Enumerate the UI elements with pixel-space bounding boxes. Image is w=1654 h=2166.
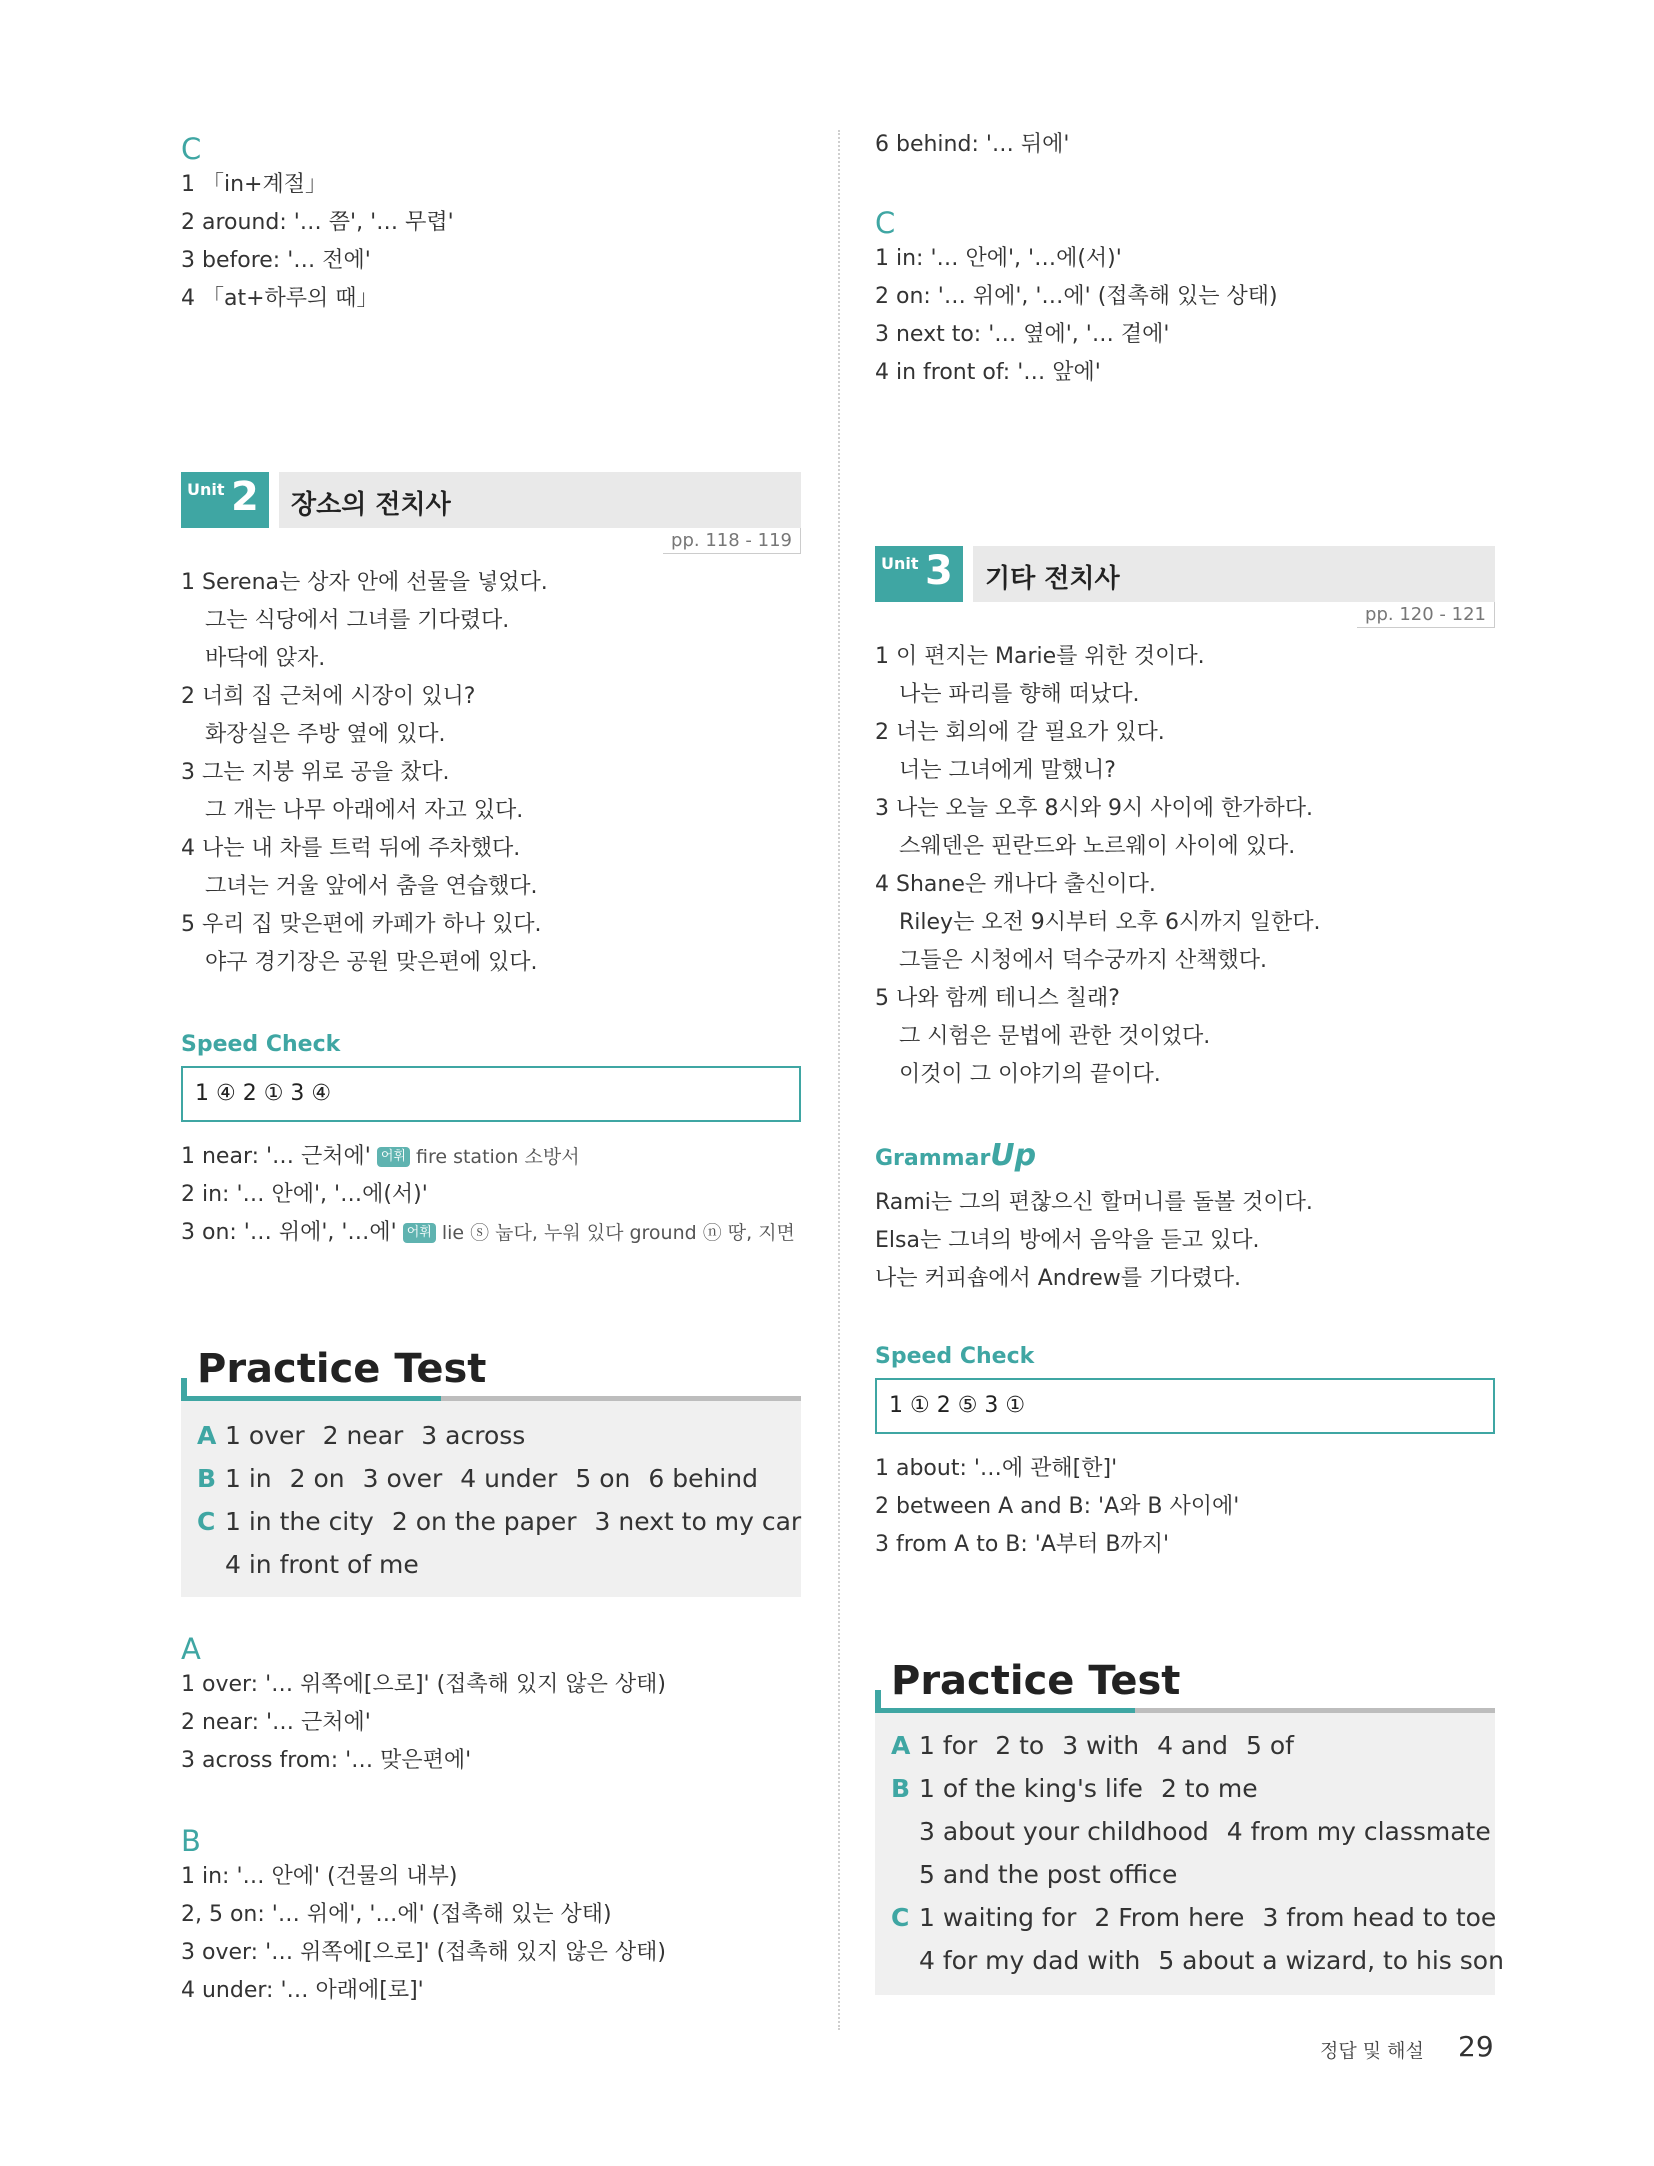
unit-label: Unit: [881, 554, 919, 573]
answer-line: 3 before: '… 전에': [181, 248, 371, 273]
footer-label: 정답 및 해설: [1320, 2040, 1424, 2062]
row-letter: A: [891, 1731, 911, 1760]
answer-item: 1 for: [919, 1731, 978, 1760]
explanation-line: 3 across from: '… 맞은편에': [181, 1748, 472, 1773]
practice-test-box: [181, 1401, 801, 1597]
speed-check-label: Speed Check: [875, 1344, 1035, 1369]
explanation-line: 4 in front of: '… 앞에': [875, 360, 1101, 385]
explanation-line: 1 over: '… 위쪽에[으로]' (접촉해 있지 않은 상태): [181, 1672, 666, 1697]
page-range: pp. 120 - 121: [1357, 602, 1495, 628]
unit-title: 기타 전치사: [985, 564, 1120, 594]
explanation-line: 1 in: '… 안에', '…에(서)': [875, 246, 1122, 271]
answer-row: [891, 1903, 1514, 1932]
practice-test-title: Practice Test: [891, 1658, 1181, 1704]
explanation-line: 3 next to: '… 옆에', '… 곁에': [875, 322, 1170, 347]
practice-test-box: [875, 1713, 1504, 1995]
explanation-line: 3 over: '… 위쪽에[으로]' (접촉해 있지 않은 상태): [181, 1940, 666, 1965]
translation-line: 그 시험은 문법에 관한 것이었다.: [899, 1024, 1211, 1049]
answer-row: [197, 1550, 437, 1579]
answer-item: 3 from head to toe: [1262, 1903, 1497, 1932]
translation-line: 4 Shane은 캐나다 출신이다.: [875, 872, 1156, 897]
translation-line: 스웨덴은 핀란드와 노르웨이 사이에 있다.: [899, 834, 1296, 859]
speed-check-label: Speed Check: [181, 1032, 341, 1057]
badge-notch: [269, 472, 279, 528]
note-text: 3 on: '… 위에', '…에': [181, 1220, 397, 1245]
answer-item: 2 near: [322, 1421, 404, 1450]
translation-line: 3 나는 오늘 오후 8시와 9시 사이에 한가하다.: [875, 796, 1313, 821]
answer-item: 4 for my dad with: [919, 1946, 1141, 1975]
page-number: 29: [1458, 2030, 1494, 2063]
answer-item: 5 and the post office: [919, 1860, 1178, 1889]
answer-row: [891, 1817, 1509, 1846]
badge-notch: [963, 546, 973, 602]
answer-item: 3 with: [1062, 1731, 1140, 1760]
explanation-line: 1 in: '… 안에' (건물의 내부): [181, 1864, 458, 1889]
answer-line: 1 「in+계절」: [181, 172, 327, 197]
translation-line: 1 Serena는 상자 안에 선물을 넣었다.: [181, 570, 548, 595]
answer-item: 5 on: [575, 1464, 631, 1493]
unit-badge: [875, 546, 963, 602]
column-divider: [838, 130, 840, 2030]
row-letter: A: [197, 1421, 217, 1450]
answer-item: 3 across: [421, 1421, 526, 1450]
answer-row: [197, 1421, 543, 1450]
vocab-note: lie ⓢ 눕다, 누워 있다 ground ⓝ 땅, 지면: [441, 1222, 795, 1244]
answer-item: 3 over: [362, 1464, 443, 1493]
translation-line: 2 너희 집 근처에 시장이 있니?: [181, 684, 476, 709]
vocab-note: fire station 소방서: [415, 1146, 580, 1168]
answer-item: 4 under: [460, 1464, 558, 1493]
row-letter: B: [891, 1774, 911, 1803]
answer-item: 2 to: [995, 1731, 1045, 1760]
unit-number: 2: [231, 474, 259, 520]
page-range: pp. 118 - 119: [663, 528, 801, 554]
unit-label: Unit: [187, 480, 225, 499]
practice-test-title: Practice Test: [197, 1346, 487, 1392]
note-line: [181, 1142, 580, 1172]
answer-row: [197, 1507, 819, 1536]
explanation-line: 6 behind: '… 뒤에': [875, 132, 1070, 157]
translation-line: 그녀는 거울 앞에서 춤을 연습했다.: [205, 874, 538, 899]
answer-line: 4 「at+하루의 때」: [181, 286, 379, 311]
translation-line: 4 나는 내 차를 트럭 뒤에 주차했다.: [181, 836, 521, 861]
row-letter: B: [197, 1464, 217, 1493]
answer-item: 2 on: [289, 1464, 345, 1493]
grammar-up-text: Grammar: [875, 1146, 991, 1171]
answer-item: 4 and: [1157, 1731, 1228, 1760]
unit-2-header: [181, 472, 801, 528]
section-heading-c: C: [181, 132, 202, 166]
explanation-line: 2 near: '… 근처에': [181, 1710, 371, 1735]
grammar-up-accent: Up: [990, 1138, 1037, 1173]
answer-row: [197, 1464, 776, 1493]
note-line: [181, 1218, 795, 1248]
translation-line: Riley는 오전 9시부터 오후 6시까지 일한다.: [899, 910, 1321, 935]
section-heading-a: A: [181, 1632, 201, 1666]
unit-title: 장소의 전치사: [291, 490, 451, 520]
answer-row: [891, 1731, 1312, 1760]
translation-line: 야구 경기장은 공원 맞은편에 있다.: [205, 950, 538, 975]
translation-line: 바닥에 앉자.: [205, 646, 326, 671]
answer-item: 1 in: [225, 1464, 272, 1493]
translation-line: 3 그는 지붕 위로 공을 찼다.: [181, 760, 450, 785]
explanation-line: 2, 5 on: '… 위에', '…에' (접촉해 있는 상태): [181, 1902, 612, 1927]
translation-line: 1 이 편지는 Marie를 위한 것이다.: [875, 644, 1205, 669]
answer-item: 4 in front of me: [225, 1550, 419, 1579]
speed-check-box: 1 ④ 2 ① 3 ④: [181, 1066, 801, 1122]
answer-item: 5 of: [1245, 1731, 1294, 1760]
note-line: [181, 1180, 428, 1210]
translation-line: 그들은 시청에서 덕수궁까지 산책했다.: [899, 948, 1268, 973]
row-letter: C: [891, 1903, 910, 1932]
answer-item: 1 over: [225, 1421, 305, 1450]
answer-row: [891, 1860, 1195, 1889]
answer-row: [891, 1946, 1522, 1975]
note-text: 1 near: '… 근처에': [181, 1144, 371, 1169]
grammar-up-label: [875, 1138, 1036, 1173]
translation-line: 화장실은 주방 옆에 있다.: [205, 722, 446, 747]
answer-item: 4 from my classmate: [1226, 1817, 1491, 1846]
answer-item: 1 in the city: [225, 1507, 374, 1536]
translation-line: 이것이 그 이야기의 끝이다.: [899, 1062, 1161, 1087]
answer-item: 1 of the king's life: [919, 1774, 1143, 1803]
translation-line: 나는 파리를 향해 떠났다.: [899, 682, 1140, 707]
translation-line: 그는 식당에서 그녀를 기다렸다.: [205, 608, 510, 633]
grammar-up-line: Rami는 그의 편찮으신 할머니를 돌볼 것이다.: [875, 1190, 1313, 1215]
note-line: 1 about: '…에 관해[한]': [875, 1456, 1118, 1481]
vocab-tag: 어휘: [377, 1147, 410, 1167]
note-line: 3 from A to B: 'A부터 B까지': [875, 1532, 1170, 1557]
answer-item: 2 to me: [1160, 1774, 1258, 1803]
explanation-line: 2 on: '… 위에', '…에' (접촉해 있는 상태): [875, 284, 1278, 309]
answer-item: 6 behind: [648, 1464, 758, 1493]
explanation-line: 4 under: '… 아래에[로]': [181, 1978, 424, 2003]
grammar-up-line: 나는 커피숍에서 Andrew를 기다렸다.: [875, 1266, 1242, 1291]
translation-line: 5 우리 집 맞은편에 카페가 하나 있다.: [181, 912, 542, 937]
unit-number: 3: [925, 548, 953, 594]
row-letter: C: [197, 1507, 216, 1536]
answer-row: [891, 1774, 1276, 1803]
answer-item: 3 next to my car: [594, 1507, 802, 1536]
unit-3-header: [875, 546, 1495, 602]
vocab-tag: 어휘: [403, 1223, 436, 1243]
answer-item: 2 on the paper: [391, 1507, 577, 1536]
answer-item: 2 From here: [1094, 1903, 1245, 1932]
grammar-up-line: Elsa는 그녀의 방에서 음악을 듣고 있다.: [875, 1228, 1260, 1253]
translation-line: 5 나와 함께 테니스 칠래?: [875, 986, 1120, 1011]
note-line: 2 between A and B: 'A와 B 사이에': [875, 1494, 1240, 1519]
unit-badge: [181, 472, 269, 528]
section-heading-c: C: [875, 206, 896, 240]
note-text: 2 in: '… 안에', '…에(서)': [181, 1182, 428, 1207]
translation-line: 그 개는 나무 아래에서 자고 있다.: [205, 798, 524, 823]
answer-item: 1 waiting for: [919, 1903, 1077, 1932]
speed-check-box: 1 ① 2 ⑤ 3 ①: [875, 1378, 1495, 1434]
answer-item: 3 about your childhood: [919, 1817, 1209, 1846]
answer-item: 5 about a wizard, to his son: [1158, 1946, 1504, 1975]
translation-line: 너는 그녀에게 말했니?: [899, 758, 1116, 783]
answer-line: 2 around: '… 쯤', '… 무렵': [181, 210, 454, 235]
section-heading-b: B: [181, 1824, 201, 1858]
translation-line: 2 너는 회의에 갈 필요가 있다.: [875, 720, 1165, 745]
